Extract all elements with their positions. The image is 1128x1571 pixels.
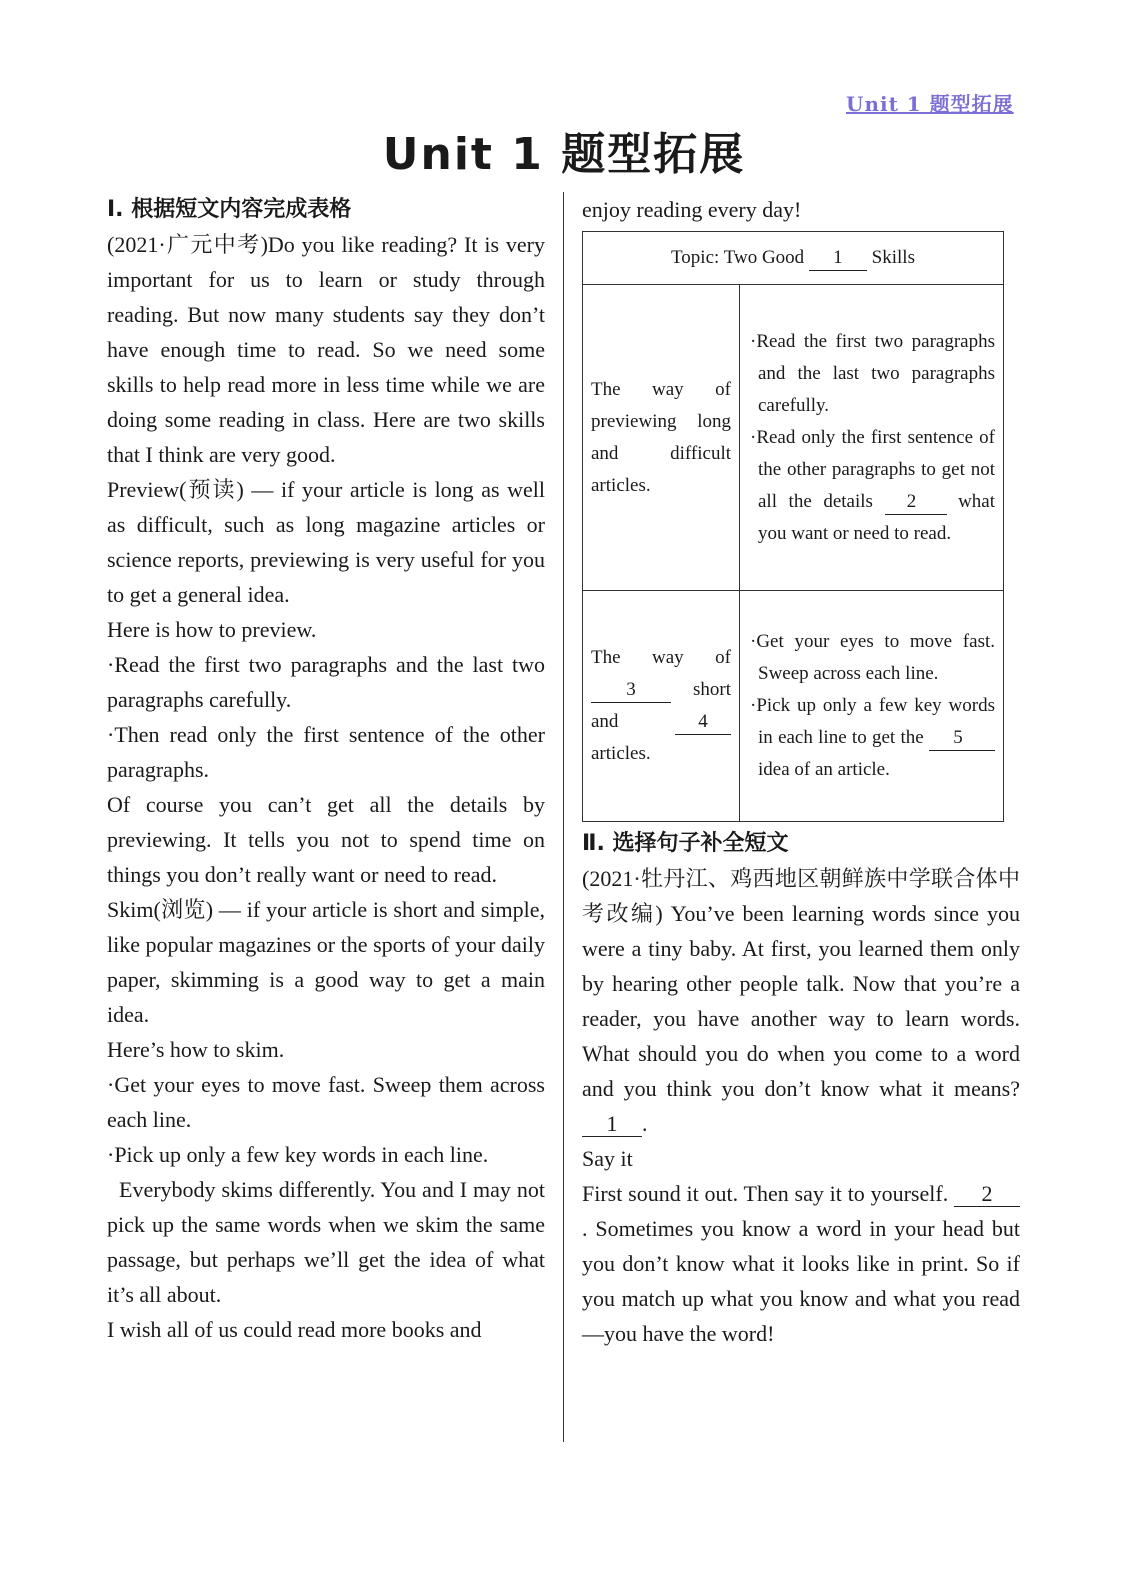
section1-paragraph-12-continued: enjoy reading every day! [582,197,802,222]
section2-blank-1: 1 [582,1112,642,1137]
section1-paragraph-3: Here is how to preview. [107,617,317,642]
section2-paragraph-3 [582,1176,1020,1351]
row1-bullet-2-pre: ·Read only the first sentence of the other paragraphs to get not all the details [750,426,995,512]
section1-paragraph-4: ·Read the first two paragraphs and the last two paragraphs carefully. [107,652,545,712]
topic-suffix: Skills [866,246,915,268]
section2-p3-pre: First sound it out. Then say it to yourself. [582,1181,954,1206]
row2-left-pre: The way of [591,647,731,668]
topic-label: Topic: Two Good [671,246,809,268]
table-row1-left: The way of previewing long and difficult articles. [583,285,740,591]
row2-bullet-1: ·Get your eyes to move fast. Sweep across each line. [750,631,995,684]
row1-bullet-2 [750,422,995,550]
section1-paragraph-5: ·Then read only the first sentence of the other paragraphs. [107,722,545,782]
section1-paragraph-11: Everybody skims differently. You and I may not pick up the same words when we skim the same passage, but perhaps we’ll get the idea of what it’s all about. [107,1177,545,1307]
row1-bullet-1: ·Read the first two paragraphs and the last two paragraphs carefully. [750,330,995,416]
section2-source: (2021·牡丹江、鸡西地区朝鲜族中学联合体中考改编) [582,866,1020,926]
blank-5: 5 [929,726,995,751]
right-column [582,192,1020,1351]
section1-paragraph-1 [107,227,545,472]
table-row1-right [740,285,1004,591]
section1-heading: Ⅰ. 根据短文内容完成表格 [107,197,352,222]
blank-3: 3 [591,678,671,703]
section1-paragraph-10: ·Pick up only a few key words in each line. [107,1142,489,1167]
section2-heading: Ⅱ. 选择句子补全短文 [582,831,789,856]
completion-table [582,231,1004,822]
section1-paragraph-12: I wish all of us could read more books and [107,1317,482,1342]
blank-4: 4 [675,710,731,735]
section1-paragraph-9: ·Get your eyes to move fast. Sweep them across each line. [107,1072,545,1132]
section1-paragraph-2: Preview(预读) — if your article is long as well as difficult, such as long magazine articles or science reports, previewing is very useful for you to get a general idea. [107,477,545,607]
section2-p1-end: . [642,1111,648,1136]
row2-bullet-2 [750,690,995,786]
table-topic-cell [583,232,1004,285]
section2-blank-2: 2 [954,1182,1020,1207]
table-row2-left [583,591,740,822]
row2-left-post: articles. [591,743,651,764]
section1-source: (2021·广元中考) [107,232,268,257]
section1-p1-text: Do you like reading? It is very important for us to learn or study through reading. But now many students say they don’t have enough time to read. So we need some skills to help read more in less time while we are doing some reading in class. Here are two skills that I think are very good. [107,232,545,467]
section2-subheading-say-it: Say it [582,1146,633,1171]
blank-2: 2 [885,490,947,515]
section1-paragraph-6: Of course you can’t get all the details by previewing. It tells you not to spend time on things you don’t really want or need to read. [107,792,545,887]
section2-paragraph-1 [582,861,1020,1141]
header-unit-tag: Unit 1 题型拓展 [846,92,1014,116]
section1-paragraph-7: Skim(浏览) — if your article is short and simple, like popular magazines or the sports of your daily paper, skimming is a good way to get a main idea. [107,897,545,1027]
table-row2-right [740,591,1004,822]
row1-bullet-2-post: what you want or need to read. [758,490,995,544]
column-divider [563,192,564,1442]
blank-1: 1 [809,246,867,271]
section2-p3-post: . Sometimes you know a word in your head but you don’t know what it looks like in print. So if you match up what you know and what you read—you have the word! [582,1216,1020,1346]
left-column [107,192,545,1347]
row2-left-mid: short and [591,679,731,732]
section1-paragraph-8: Here’s how to skim. [107,1037,285,1062]
page-title: Unit 1 题型拓展 [382,129,746,180]
row2-bullet-2-post: idea of an article. [758,759,890,780]
section2-p1-text: You’ve been learning words since you were a tiny baby. At first, you learned them only by hearing other people talk. Now that you’re a reader, you have another way to learn words. What should you do when you come to a word and you think you don’t know what it means? [582,901,1020,1101]
row2-bullet-2-pre: ·Pick up only a few key words in each line to get the [750,695,995,748]
